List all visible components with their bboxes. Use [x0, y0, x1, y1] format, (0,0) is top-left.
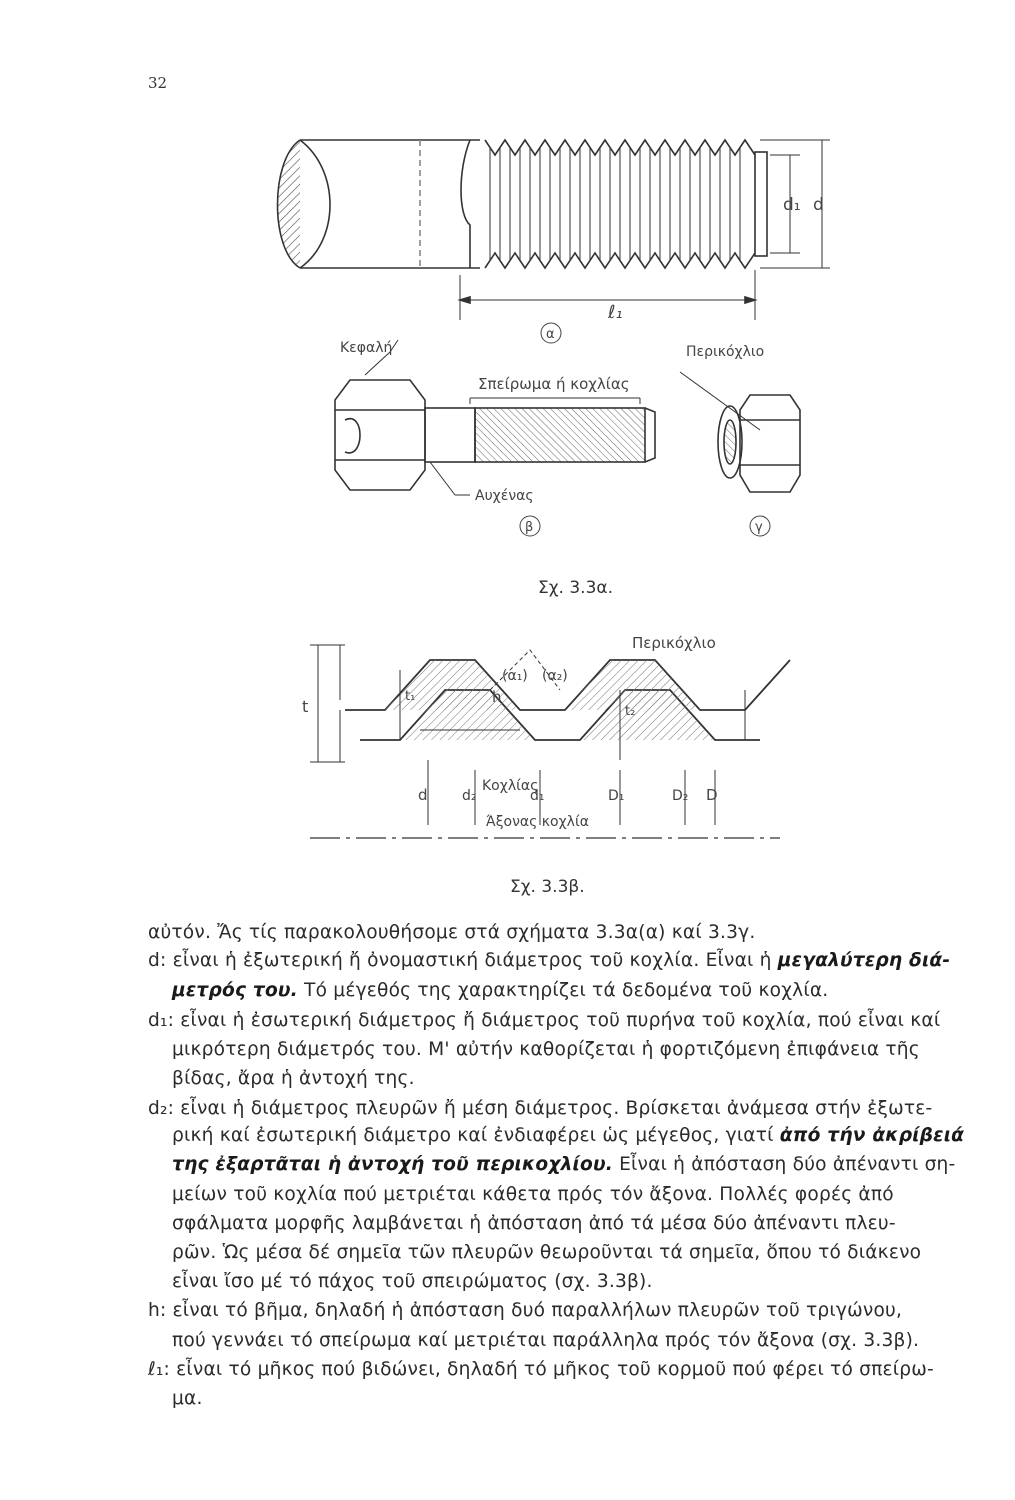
- label-a1: (α₁): [502, 668, 528, 684]
- text-line: μείων τοῦ κοχλία πού μετριέται κάθετα πρός τόν ἄξονα. Πολλές φορές ἀπό: [172, 1184, 894, 1205]
- label-d1-b: d₁: [530, 788, 545, 804]
- label-D1: D₁: [608, 788, 625, 804]
- label-perikochlio-a: Περικόχλιο: [686, 344, 765, 360]
- text-line: [172, 1154, 955, 1175]
- text-line: αὐτόν. Ἄς τίς παρακολουθήσομε στά σχήματα 3.3α(α) καί 3.3γ.: [148, 922, 756, 943]
- sub-label-c: γ: [755, 520, 763, 535]
- label-t1: t₁: [405, 689, 416, 704]
- label-d2-b: d₂: [462, 788, 477, 804]
- text-span: Εἶναι ἡ ἀπόσταση δύο ἀπέναντι ση-: [612, 1154, 956, 1175]
- sub-label-a: α: [546, 327, 555, 342]
- label-a2: (α₂): [542, 668, 568, 684]
- label-l1: ℓ₁: [608, 302, 623, 323]
- label-d1: d₁: [783, 195, 801, 215]
- page-number: 32: [148, 74, 168, 92]
- sub-label-b: β: [525, 520, 534, 535]
- label-d: d: [813, 195, 824, 215]
- label-t: t: [302, 697, 309, 716]
- caption-figure-3-3a: Σχ. 3.3α.: [538, 578, 614, 598]
- text-line: h: εἶναι τό βῆμα, δηλαδή ἡ ἀπόσταση δυό παραλλήλων πλευρῶν τοῦ τριγώνου,: [148, 1300, 903, 1321]
- label-D: D: [706, 786, 718, 804]
- text-line: εἶναι ἴσο μέ τό πάχος τοῦ σπειρώματος (σχ. 3.3β).: [172, 1271, 653, 1292]
- label-kefali: Κεφαλή: [340, 340, 393, 356]
- text-line: μα.: [172, 1388, 203, 1409]
- text-line: ℓ₁: εἶναι τό μῆκος πού βιδώνει, δηλαδή τό μῆκος τοῦ κορμοῦ πού φέρει τό σπείρω-: [148, 1359, 934, 1380]
- text-line: ρῶν. Ὡς μέσα δέ σημεῖα τῶν πλευρῶν θεωροῦνται τά σημεῖα, ὅπου τό διάκενο: [172, 1242, 922, 1263]
- label-D2: D₂: [672, 788, 689, 804]
- text-line: βίδας, ἄρα ἡ ἀντοχή της.: [172, 1068, 415, 1089]
- text-line: [148, 950, 950, 971]
- text-line: σφάλματα μορφῆς λαμβάνεται ἡ ἀπόσταση ἀπό τά μέσα δύο ἀπέναντι πλευ-: [172, 1213, 896, 1234]
- text-span: ρική καί ἐσωτερική διάμετρο καί ἐνδιαφέρει ὡς μέγεθος, γιατί: [172, 1125, 780, 1146]
- label-speiroma: Σπείρωμα ή κοχλίας: [478, 375, 630, 393]
- label-afchenas: Αυχένας: [475, 488, 534, 504]
- label-h: h: [492, 688, 502, 706]
- text-emphasis: ἀπό τήν ἀκρίβειά: [779, 1125, 965, 1146]
- text-emphasis: μετρός του.: [172, 980, 298, 1001]
- text-line: μικρότερη διάμετρός του. Μ' αὐτήν καθορίζεται ἡ φορτιζόμενη ἐπιφάνεια τῆς: [172, 1039, 920, 1060]
- text-emphasis: μεγαλύτερη διά-: [777, 950, 951, 971]
- label-axonas: Άξονας κοχλία: [486, 814, 589, 830]
- label-perikochlio-b: Περικόχλιο: [632, 634, 716, 652]
- text-line: [172, 1125, 964, 1146]
- text-line: d₂: εἶναι ἡ διάμετρος πλευρῶν ἤ μέση διάμετρος. Βρίσκεται ἀνάμεσα στήν ἐξωτε-: [148, 1098, 933, 1119]
- label-t2: t₂: [625, 704, 636, 719]
- text-line: πού γεννάει τό σπείρωμα καί μετριέται παράλληλα πρός τόν ἄξονα (σχ. 3.3β).: [172, 1330, 920, 1351]
- text-span: d: εἶναι ἡ ἐξωτερική ἤ ὀνομαστική διάμετρος τοῦ κοχλία. Εἶναι ἡ: [148, 950, 778, 971]
- label-kochlias: Κοχλίας: [482, 778, 539, 794]
- text-span: Τό μέγεθός της χαρακτηρίζει τά δεδομένα τοῦ κοχλία.: [297, 980, 829, 1001]
- text-emphasis: της ἐξαρτᾶται ἡ ἀντοχή τοῦ περικοχλίου.: [172, 1154, 613, 1175]
- caption-figure-3-3b: Σχ. 3.3β.: [510, 877, 585, 897]
- label-d-b: d: [418, 786, 428, 804]
- text-line: d₁: εἶναι ἡ ἐσωτερική διάμετρος ἤ διάμετρος τοῦ πυρήνα τοῦ κοχλία, πού εἶναι καί: [148, 1010, 941, 1031]
- text-line: [172, 980, 828, 1001]
